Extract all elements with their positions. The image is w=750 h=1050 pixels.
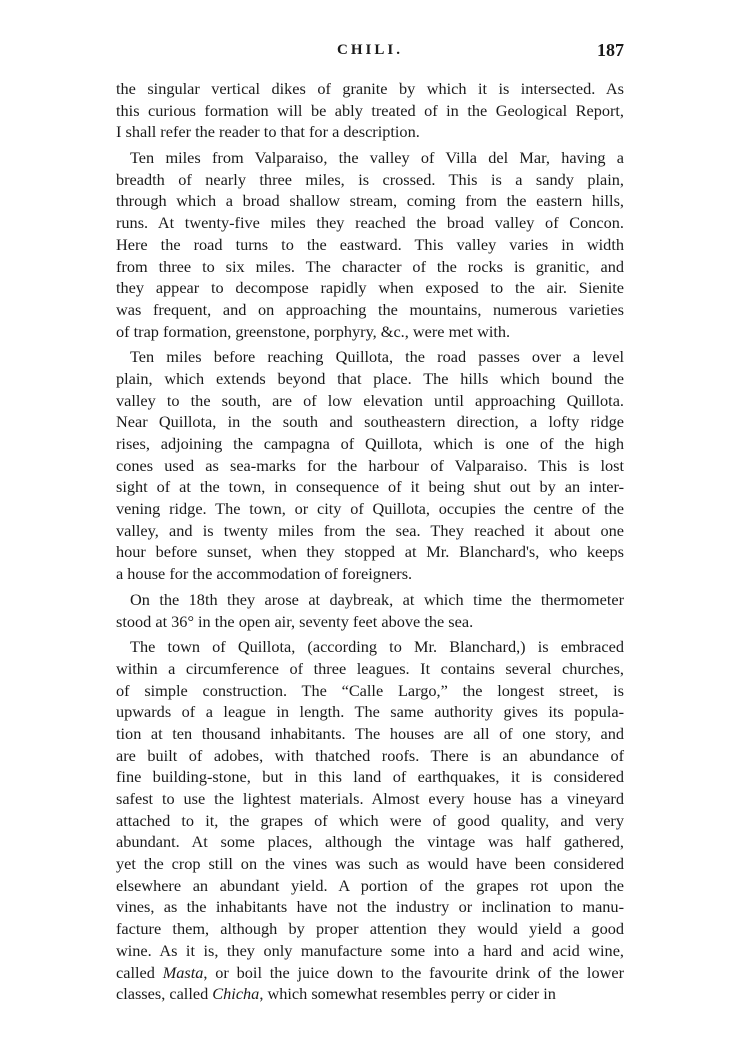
text-line: stood at 36° in the open air, seventy feet above the sea. xyxy=(116,611,474,631)
text-line: Near Quillota, in the south and southeastern direction, a lofty ridge xyxy=(116,412,624,432)
text-line: sight of at the town, in consequence of it being shut out by an inter- xyxy=(116,477,624,497)
text-line: I shall refer the reader to that for a description. xyxy=(116,122,420,142)
text-line: On the 18th they arose at daybreak, at which time the thermometer xyxy=(130,589,624,609)
text-line: through which a broad shallow stream, coming from the eastern hills, xyxy=(116,191,624,211)
text-line: valley to the south, are of low elevation until approaching Quillota. xyxy=(116,390,624,410)
text-line: runs. At twenty-five miles they reached the broad valley of Concon. xyxy=(116,213,624,233)
body-text xyxy=(116,78,624,1005)
text-line: tion at ten thousand inhabitants. The houses are all of one story, and xyxy=(116,723,624,743)
paragraph xyxy=(116,147,624,342)
paragraph xyxy=(116,589,624,632)
text-line: fine building-stone, but in this land of earthquakes, it is considered xyxy=(116,767,624,787)
text-line: rises, adjoining the campagna of Quillota, which is one of the high xyxy=(116,434,624,453)
text-line: of trap formation, greenstone, porphyry, &c., were met with. xyxy=(116,321,511,341)
running-head xyxy=(116,42,624,66)
text-line: of simple construction. The “Calle Largo,” the longest street, is xyxy=(116,680,624,700)
text-line: attached to it, the grapes of which were of good quality, and very xyxy=(116,810,624,830)
running-title: CHILI. xyxy=(337,42,403,58)
text-line: vening ridge. The town, or city of Quillota, occupies the centre of the xyxy=(116,499,624,519)
text-line: called Masta, or boil the juice down to the favourite drink of the lower xyxy=(116,962,625,982)
text-line: abundant. At some places, although the vintage was half gathered, xyxy=(116,832,624,852)
text-line: cones used as sea-marks for the harbour of Valparaiso. This is lost xyxy=(116,455,624,475)
text-line: facture them, although by proper attention they would yield a good xyxy=(116,919,624,939)
text-line: are built of adobes, with thatched roofs. There is an abundance of xyxy=(116,745,624,765)
text-line: yet the crop still on the vines was such as would have been considered xyxy=(116,854,624,874)
text-line: Ten miles before reaching Quillota, the road passes over a level xyxy=(130,347,624,367)
text-line: hour before sunset, when they stopped at Mr. Blanchard's, who keeps xyxy=(116,542,624,562)
text-line: breadth of nearly three miles, is crossed. This is a sandy plain, xyxy=(116,169,624,189)
text-line: a house for the accommodation of foreigners. xyxy=(116,564,413,584)
text-line: the singular vertical dikes of granite by which it is intersected. As xyxy=(116,79,624,98)
page-number: 187 xyxy=(597,40,624,60)
paragraph xyxy=(116,78,624,143)
text-line: Here the road turns to the eastward. This valley varies in width xyxy=(116,234,624,254)
text-line: Ten miles from Valparaiso, the valley of Villa del Mar, having a xyxy=(130,148,624,168)
text-line: classes, called Chicha, which somewhat resembles perry or cider in xyxy=(116,984,556,1004)
text-line: vines, as the inhabitants have not the industry or inclination to manu- xyxy=(116,897,624,917)
text-line: upwards of a league in length. The same authority gives its popula- xyxy=(116,702,624,722)
text-line: safest to use the lightest materials. Almost every house has a vineyard xyxy=(116,789,624,808)
text-line: from three to six miles. The character of the rocks is granitic, and xyxy=(116,256,624,276)
text-line: plain, which extends beyond that place. The hills which bound the xyxy=(116,368,624,388)
text-line: they appear to decompose rapidly when exposed to the air. Sienite xyxy=(116,278,624,298)
paragraph xyxy=(116,346,624,585)
text-line: this curious formation will be ably treated of in the Geological Report, xyxy=(116,100,624,120)
text-line: valley, and is twenty miles from the sea. They reached it about one xyxy=(116,520,624,540)
text-line: was frequent, and on approaching the mountains, numerous varieties xyxy=(116,299,624,319)
text-line: within a circumference of three leagues. It contains several churches, xyxy=(116,658,624,678)
text-line: elsewhere an abundant yield. A portion of the grapes rot upon the xyxy=(116,875,624,895)
paragraph xyxy=(116,636,624,1005)
text-line: wine. As it is, they only manufacture some into a hard and acid wine, xyxy=(116,940,624,960)
text-line: The town of Quillota, (according to Mr. Blanchard,) is embraced xyxy=(130,637,624,657)
